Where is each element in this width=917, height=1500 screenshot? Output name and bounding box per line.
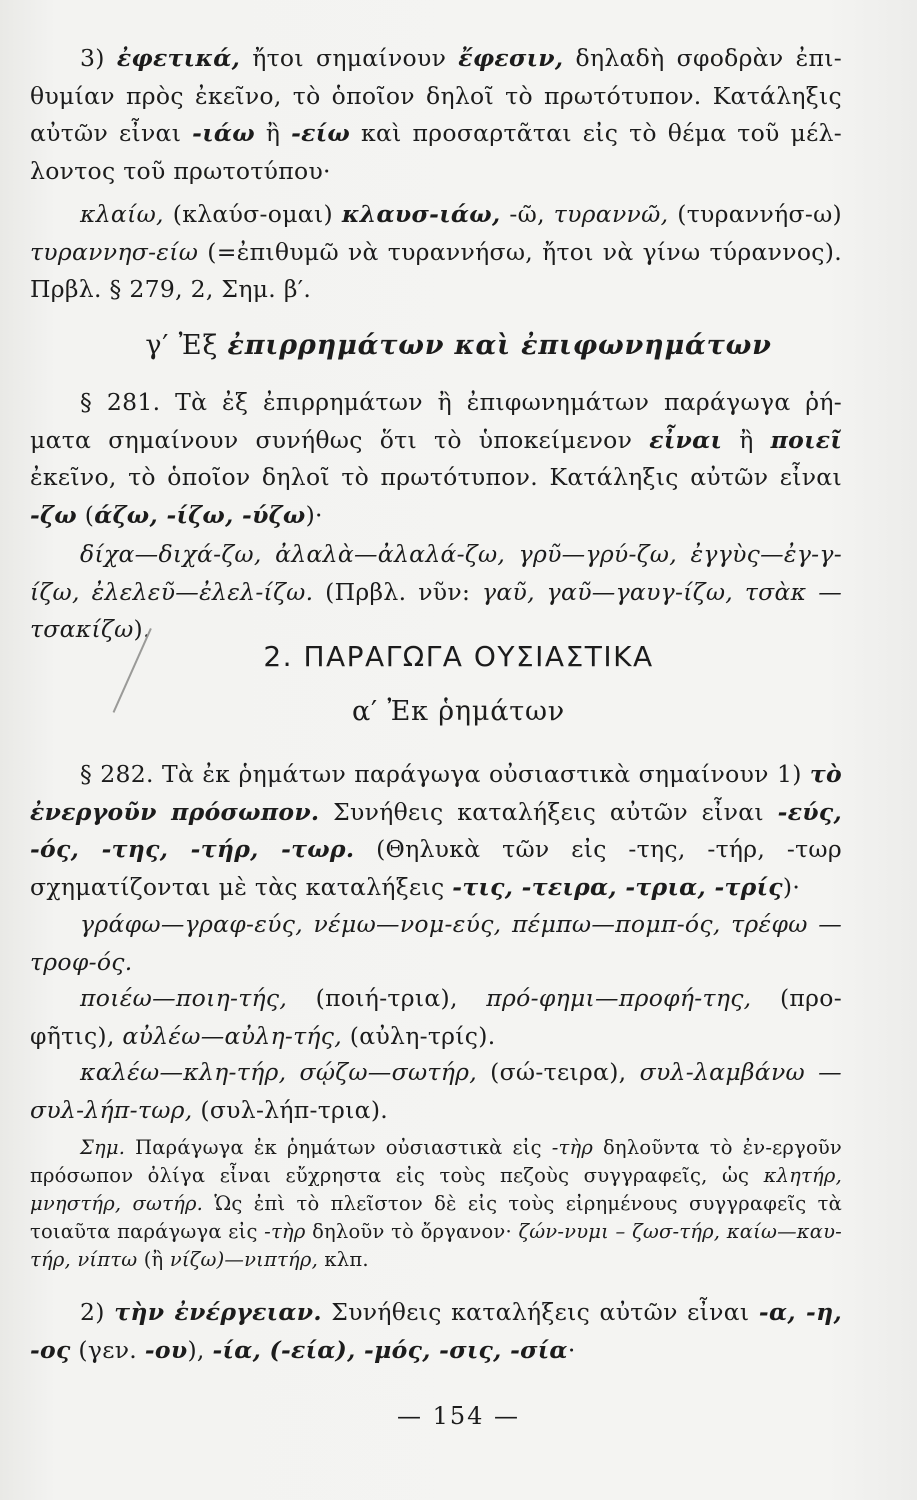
example: πρό-φημι—προφή-της,	[486, 984, 752, 1012]
example: δίχα—διχά-ζω, ἀλαλὰ—ἀλαλά-ζω, γρῦ—γρύ-ζω, ἐγγὺς—ἐγ-γ-ίζω, ἐλελεῦ—ἐλελ-ίζω.	[30, 540, 842, 606]
suffix: -τὴρ	[551, 1136, 594, 1159]
suffix: -α, -η, -ος	[30, 1298, 842, 1364]
example: αὐλέω—αὐλη-τής,	[122, 1021, 343, 1050]
text: καὶ προσαρτᾶται εἰς τὸ θέμα τοῦ μέλ-λοντος τοῦ πρωτοτύπου·	[30, 119, 843, 185]
chapter-heading: 2. ΠΑΡΑΓΩΓΑ ΟΥΣΙΑΣΤΙΚΑ	[263, 640, 654, 673]
text: δηλοῦν τὸ ὄργανον·	[305, 1220, 519, 1243]
text: (Πρβλ. νῦν:	[313, 577, 482, 606]
suffix: -τις, -τειρα, -τρια, -τρίς	[452, 872, 783, 901]
example: ζών-νυμι – ζωσ-τήρ, καίω—καυ-τήρ, νίπτω	[30, 1220, 842, 1271]
text: 3)	[80, 44, 117, 72]
text: ἢ	[254, 119, 292, 148]
example: γράφω—γραφ-εύς, νέμω—νομ-εύς, πέμπω—πομπ-ός, τρέφω —τροφ-ός.	[30, 910, 842, 976]
examples-282-c	[30, 1054, 842, 1129]
text: κλπ.	[317, 1248, 369, 1271]
text: Συνήθεις καταλήξεις αὐτῶν εἶναι	[319, 797, 778, 826]
example: τυραννῶ,	[553, 200, 669, 228]
text: )·	[305, 500, 323, 529]
term: τὸ ἐνεργοῦν πρόσωπον.	[30, 760, 842, 826]
text: § 282. Τὰ ἐκ ῥημάτων παράγωγα οὐσιαστικὰ σημαίνουν 1)	[80, 760, 810, 788]
text: ·	[567, 1335, 576, 1364]
example: ποιέω—ποιη-τής,	[80, 984, 288, 1012]
text: (προ-φῆτις),	[30, 984, 842, 1050]
term: εἶναι	[649, 425, 723, 454]
paragraph-281	[30, 384, 842, 534]
text: (αὐλη-τρίς).	[342, 1021, 496, 1050]
suffix: -ζω	[30, 500, 77, 529]
examples-282-a	[30, 906, 842, 981]
text: 2)	[80, 1298, 115, 1326]
text: (ποιή-τρια),	[287, 984, 487, 1012]
section-heading-alpha	[0, 696, 917, 727]
paragraph-282	[30, 756, 842, 906]
text: (Θηλυκὰ τῶν εἰς -της, -τήρ, -τωρ σχηματίζονται μὲ τὰς καταλήξεις	[30, 835, 842, 901]
text: (συλ-λήπ-τρια).	[192, 1095, 389, 1124]
text: (τυραννήσ-ω)	[668, 200, 842, 228]
example: κλαυσ-ιάω,	[341, 200, 501, 228]
example: νίζω)—νιπτήρ,	[169, 1248, 318, 1271]
example: κλαίω,	[80, 200, 164, 228]
text: ),	[187, 1335, 213, 1364]
example: συλ-λαμβάνω —συλ-λήπ-τωρ,	[30, 1058, 842, 1124]
paragraph-energeia	[30, 1294, 842, 1369]
heading-title: ἐπιρρημάτων καὶ ἐπιφωνημάτων	[227, 330, 772, 361]
text: (ἢ	[137, 1248, 170, 1271]
heading-number: γ′	[145, 330, 179, 361]
term: ποιεῖ	[770, 425, 843, 454]
page-number: — 154 —	[396, 1402, 521, 1430]
section-heading-gamma	[0, 330, 917, 361]
footnote	[30, 1134, 842, 1274]
examples-281	[30, 536, 842, 649]
suffix: -τὴρ	[264, 1220, 306, 1243]
term: ἔφεσιν,	[458, 44, 564, 72]
text: )·	[782, 872, 801, 901]
heading-title: Ἐκ ῥημάτων	[387, 696, 566, 727]
suffix: άζω, -ίζω, -ύζω	[94, 500, 306, 529]
text: Ὡς ἐπὶ τὸ πλεῖστον δὲ εἰς τοὺς εἰρημένους συγγραφεῖς τὰ τοιαῦτα παράγωγα εἰς	[30, 1192, 842, 1243]
text: ).	[133, 615, 151, 644]
text: Συνήθεις καταλήξεις αὐτῶν εἶναι	[321, 1298, 759, 1326]
text: § 281. Τὰ ἐξ ἐπιρρημάτων ἢ ἐπιφωνημάτων παράγωγα ῥή-ματα σημαίνουν συνήθως ὅτι τὸ ὑποκείμενον	[30, 388, 842, 454]
heading-word: Ἐξ	[178, 330, 228, 361]
term: τὴν ἐνέργειαν.	[114, 1298, 322, 1326]
text: (κλαύσ-ομαι)	[163, 200, 342, 228]
suffix: -είω	[291, 119, 351, 148]
paragraph-ephetika	[30, 40, 842, 190]
example: καλέω—κλη-τήρ, σῴζω—σωτήρ,	[80, 1058, 477, 1086]
example: τυραννησ-είω	[30, 237, 199, 266]
text: ἐκεῖνο, τὸ ὁποῖον δηλοῖ τὸ πρωτότυπον. Κατάληξις αὐτῶν εἶναι	[30, 463, 842, 492]
suffix: -εύς, -ός, -της, -τήρ, -τωρ.	[30, 797, 842, 864]
examples-ephetika	[30, 196, 842, 309]
text: Παράγωγα ἐκ ῥημάτων οὐσιαστικὰ εἰς	[125, 1136, 552, 1159]
text: (	[76, 500, 95, 529]
note-label: Σημ.	[80, 1136, 126, 1159]
text: (γεν.	[70, 1335, 145, 1364]
text: (=ἐπιθυμῶ νὰ τυραννήσω, ἤτοι νὰ γίνω τύραννος). Πρβλ. § 279, 2, Σημ. β′.	[30, 237, 842, 304]
suffix: -ία, (-εία), -μός, -σις, -σία	[212, 1335, 568, 1364]
examples-282-b	[30, 980, 842, 1055]
example: γαῦ, γαῦ—γαυγ-ίζω, τσὰκ —τσακίζω	[30, 577, 843, 644]
text: δηλαδὴ σφοδρὰν ἐπι-θυμίαν πρὸς ἐκεῖνο, τὸ ὁποῖον δηλοῖ τὸ πρωτότυπον. Κατάληξις αὐτῶν εἶναι	[30, 44, 842, 148]
heading-number: α′	[351, 696, 388, 727]
text: δηλοῦντα τὸ ἐν-εργοῦν πρόσωπον ὀλίγα εἶναι εὔχρηστα εἰς τοὺς πεζοὺς συγγραφεῖς, ὡς	[30, 1136, 842, 1187]
text: (σώ-τειρα),	[476, 1058, 640, 1086]
example: κλητήρ, μνηστήρ, σωτήρ.	[30, 1164, 842, 1215]
text: -ῶ,	[500, 200, 554, 228]
text: ἤτοι σημαίνουν	[240, 44, 459, 72]
text: ἢ	[722, 425, 771, 454]
suffix: -ιάω	[192, 119, 255, 148]
suffix: -ου	[144, 1335, 188, 1364]
term: ἐφετικά,	[116, 44, 241, 72]
